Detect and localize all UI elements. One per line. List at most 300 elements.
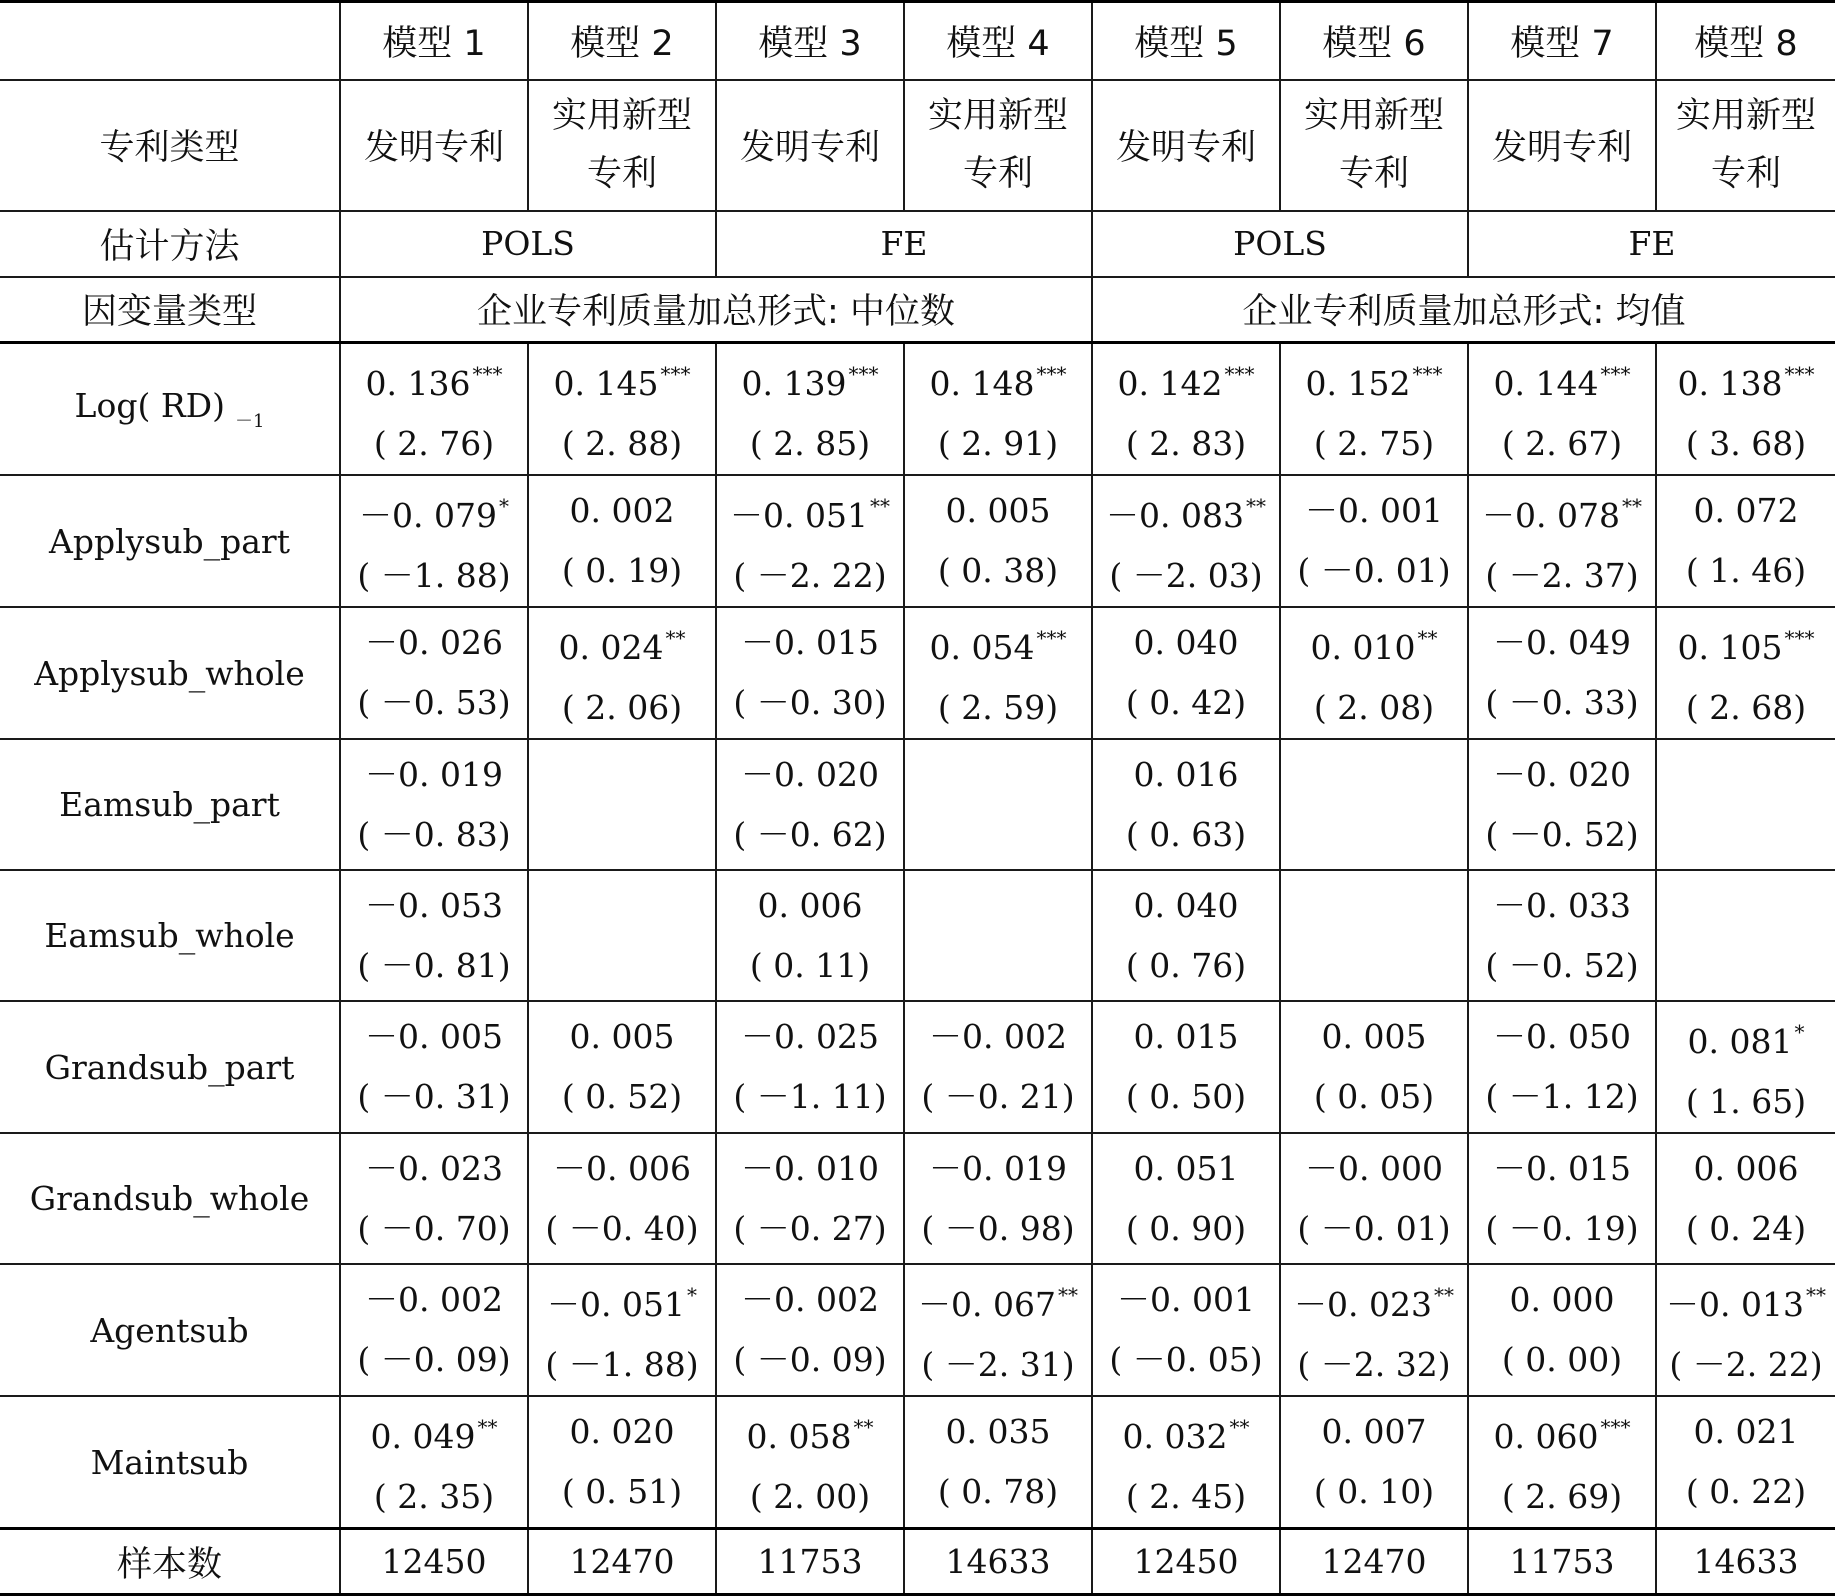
estimate-cell	[1468, 1133, 1656, 1264]
t-statistic: ( 0. 42)	[1125, 683, 1247, 722]
coefficient	[529, 344, 715, 414]
t-statistic: ( －0. 52)	[1485, 945, 1639, 985]
estimate-cell	[1656, 739, 1835, 870]
t-statistic: ( －1. 88)	[545, 1345, 699, 1384]
utility-line2: 专利	[586, 154, 657, 194]
coefficient	[341, 745, 527, 805]
variable-label	[0, 739, 340, 870]
significance-stars: **	[1417, 626, 1438, 650]
variable-row	[0, 870, 1835, 1001]
coefficient-value: 0. 006	[1693, 1148, 1799, 1188]
sample-value: 12450	[340, 1529, 528, 1595]
significance-stars: ***	[848, 362, 879, 386]
coefficient-value: －0. 002	[741, 1280, 879, 1319]
coefficient	[341, 476, 527, 546]
t-statistic: ( 2. 69)	[1501, 1477, 1623, 1516]
estimate-cell	[1092, 739, 1280, 870]
coefficient-value: 0. 007	[1321, 1412, 1427, 1451]
header-row	[0, 2, 1835, 80]
coefficient-value: 0. 005	[1321, 1017, 1427, 1056]
t-statistic: ( －0. 30)	[733, 683, 887, 722]
t-statistic: ( －0. 31)	[357, 1077, 511, 1116]
significance-stars: **	[1057, 1283, 1078, 1307]
coefficient-value: 0. 138	[1677, 364, 1783, 403]
t-statistic: ( 2. 08)	[1313, 688, 1435, 727]
significance-stars: **	[1229, 1415, 1250, 1439]
coefficient	[1469, 1270, 1655, 1330]
t-statistic: ( 0. 50)	[1125, 1077, 1247, 1116]
significance-stars: ***	[1600, 362, 1631, 386]
estimate-cell	[528, 739, 716, 870]
coefficient	[529, 1402, 715, 1462]
coefficient-value: 0. 016	[1133, 754, 1239, 794]
variable-row	[0, 475, 1835, 607]
sample-value: 14633	[1656, 1529, 1835, 1595]
coefficient-value: 0. 144	[1493, 364, 1599, 403]
t-statistic: ( －0. 52)	[1485, 814, 1639, 854]
patent-type-invent: 发明专利	[1092, 80, 1280, 211]
t-statistic: ( －2. 22)	[733, 556, 887, 595]
estimate-cell	[1092, 1396, 1280, 1529]
patent-type-utility	[1656, 80, 1835, 211]
t-statistic: ( －0. 09)	[733, 1340, 887, 1379]
coefficient	[1281, 1139, 1467, 1199]
model-header: 模型 7	[1468, 2, 1656, 80]
model-header: 模型 6	[1280, 2, 1468, 80]
coefficient	[1093, 876, 1279, 936]
sample-value: 11753	[1468, 1529, 1656, 1595]
estimate-cell	[340, 739, 528, 870]
utility-line2: 专利	[1338, 154, 1409, 194]
patent-type-label: 专利类型	[0, 80, 340, 211]
significance-stars: **	[1621, 494, 1642, 518]
significance-stars: ***	[1600, 1415, 1631, 1439]
coefficient-value: 0. 049	[370, 1417, 476, 1456]
coefficient	[1657, 608, 1835, 678]
coefficient-value: 0. 021	[1693, 1412, 1799, 1451]
estimate-cell	[904, 870, 1092, 1001]
coefficient	[1281, 1007, 1467, 1067]
t-statistic: ( －0. 70)	[357, 1208, 511, 1248]
coefficient	[529, 1139, 715, 1199]
t-statistic: ( －2. 03)	[1109, 556, 1263, 595]
method-pols: POLS	[340, 211, 716, 277]
t-statistic: ( －0. 09)	[357, 1340, 511, 1379]
significance-stars: *	[686, 1283, 697, 1307]
coefficient-value: －0. 079	[359, 496, 497, 535]
estimate-cell	[340, 343, 528, 476]
coefficient	[529, 481, 715, 541]
coefficient-value: －0. 020	[1493, 754, 1631, 794]
coefficient	[341, 1270, 527, 1330]
estimate-cell	[716, 1264, 904, 1396]
estimate-cell	[904, 739, 1092, 870]
estimate-cell	[1092, 870, 1280, 1001]
t-statistic: ( －0. 62)	[733, 814, 887, 854]
estimate-cell	[340, 1396, 528, 1529]
coefficient	[905, 344, 1091, 414]
coefficient	[717, 1270, 903, 1330]
coefficient-value: －0. 019	[365, 754, 503, 794]
patent-type-invent: 发明专利	[1468, 80, 1656, 211]
variable-name: Grandsub_whole	[29, 1179, 310, 1218]
coefficient-value: 0. 054	[929, 628, 1035, 667]
coefficient-value: 0. 060	[1493, 1417, 1599, 1456]
estimate-cell	[716, 1001, 904, 1133]
coefficient-value: 0. 040	[1133, 623, 1239, 662]
estimate-cell	[340, 1133, 528, 1264]
coefficient	[341, 1397, 527, 1467]
patent-type-utility	[904, 80, 1092, 211]
method-row	[0, 211, 1835, 277]
coefficient	[1657, 1139, 1835, 1199]
coefficient	[905, 1402, 1091, 1462]
coefficient	[1657, 1402, 1835, 1462]
depvar-row	[0, 277, 1835, 343]
estimate-cell	[528, 1001, 716, 1133]
estimate-cell	[904, 1264, 1092, 1396]
coefficient-value: －0. 002	[929, 1017, 1067, 1056]
estimate-cell	[1656, 607, 1835, 739]
patent-type-row	[0, 80, 1835, 211]
coefficient	[717, 476, 903, 546]
coefficient-value: 0. 145	[553, 364, 659, 403]
t-statistic: ( 2. 35)	[373, 1477, 495, 1516]
coefficient-value: 0. 010	[1310, 628, 1416, 667]
coefficient	[341, 1007, 527, 1067]
coefficient-value: 0. 148	[929, 364, 1035, 403]
coefficient	[1657, 1265, 1835, 1335]
coefficient	[905, 608, 1091, 678]
t-statistic: ( 0. 38)	[937, 551, 1059, 590]
estimate-cell	[1656, 1396, 1835, 1529]
t-statistic: ( 2. 83)	[1125, 424, 1247, 463]
significance-stars: **	[477, 1415, 498, 1439]
variable-label	[0, 343, 340, 476]
coefficient	[341, 344, 527, 414]
coefficient-value: 0. 015	[1133, 1017, 1239, 1056]
coefficient	[1469, 476, 1655, 546]
patent-type-utility	[528, 80, 716, 211]
estimate-cell	[1468, 870, 1656, 1001]
coefficient-value: －0. 001	[1305, 491, 1443, 530]
estimate-cell	[1092, 475, 1280, 607]
coefficient-value: －0. 083	[1106, 496, 1244, 535]
significance-stars: **	[1805, 1283, 1826, 1307]
coefficient-value: 0. 035	[945, 1412, 1051, 1451]
t-statistic: ( －1. 12)	[1485, 1077, 1639, 1116]
t-statistic: ( －1. 88)	[357, 556, 511, 595]
depvar-mean: 企业专利质量加总形式: 均值	[1092, 277, 1835, 343]
coefficient	[1657, 1002, 1835, 1072]
estimate-cell	[528, 1133, 716, 1264]
estimate-cell	[1092, 1001, 1280, 1133]
estimate-cell	[716, 739, 904, 870]
coefficient-value: －0. 023	[1294, 1285, 1432, 1324]
coefficient	[905, 1007, 1091, 1067]
significance-stars: **	[853, 1415, 874, 1439]
estimate-cell	[528, 1396, 716, 1529]
coefficient-value: 0. 020	[569, 1412, 675, 1451]
estimate-cell	[1468, 1396, 1656, 1529]
coefficient-value: －0. 005	[365, 1017, 503, 1056]
t-statistic: ( 0. 22)	[1685, 1472, 1807, 1511]
t-statistic: ( 0. 52)	[561, 1077, 683, 1116]
t-statistic: ( －2. 37)	[1485, 556, 1639, 595]
coefficient-value: 0. 005	[569, 1017, 675, 1056]
coefficient-value: －0. 001	[1117, 1280, 1255, 1319]
estimate-cell	[528, 475, 716, 607]
coefficient-value: 0. 105	[1677, 628, 1783, 667]
coefficient	[717, 344, 903, 414]
coefficient-value: 0. 032	[1122, 1417, 1228, 1456]
coefficient	[1469, 613, 1655, 673]
coefficient	[341, 1139, 527, 1199]
method-fe: FE	[1468, 211, 1835, 277]
variable-row	[0, 739, 1835, 870]
model-header: 模型 8	[1656, 2, 1835, 80]
estimate-cell	[1656, 343, 1835, 476]
coefficient-value: 0. 000	[1509, 1280, 1615, 1319]
t-statistic: ( －0. 53)	[357, 683, 511, 722]
variable-label	[0, 1001, 340, 1133]
model-header: 模型 1	[340, 2, 528, 80]
significance-stars: ***	[1036, 362, 1067, 386]
t-statistic: ( 2. 68)	[1685, 688, 1807, 727]
coefficient-value: 0. 005	[945, 491, 1051, 530]
utility-line1: 实用新型	[927, 96, 1068, 136]
coefficient	[1469, 745, 1655, 805]
variable-name: Maintsub	[90, 1442, 249, 1482]
t-statistic: ( 2. 75)	[1313, 424, 1435, 463]
significance-stars: ***	[660, 362, 691, 386]
t-statistic: ( 0. 05)	[1313, 1077, 1435, 1116]
coefficient-value: 0. 002	[569, 491, 675, 530]
estimate-cell	[1280, 475, 1468, 607]
coefficient-value: －0. 010	[741, 1148, 879, 1188]
coefficient-value: －0. 025	[741, 1017, 879, 1056]
t-statistic: ( 0. 90)	[1125, 1208, 1247, 1248]
coefficient	[1281, 344, 1467, 414]
significance-stars: *	[498, 494, 509, 518]
t-statistic: ( 0. 11)	[749, 945, 871, 985]
variable-label	[0, 475, 340, 607]
t-statistic: ( 2. 85)	[749, 424, 871, 463]
significance-stars: **	[1245, 494, 1266, 518]
coefficient	[1281, 1402, 1467, 1462]
coefficient	[1093, 344, 1279, 414]
estimate-cell	[1468, 343, 1656, 476]
variable-name: Agentsub	[90, 1310, 249, 1350]
variable-label	[0, 870, 340, 1001]
variable-name: Applysub_part	[49, 521, 290, 561]
estimate-cell	[1280, 607, 1468, 739]
estimate-cell	[528, 1264, 716, 1396]
significance-stars: **	[869, 494, 890, 518]
coefficient	[1657, 481, 1835, 541]
estimate-cell	[1092, 1264, 1280, 1396]
coefficient	[717, 613, 903, 673]
coefficient	[1469, 1139, 1655, 1199]
model-header: 模型 2	[528, 2, 716, 80]
coefficient	[341, 876, 527, 936]
t-statistic: ( －0. 01)	[1297, 551, 1451, 590]
variable-row	[0, 1001, 1835, 1133]
coefficient	[905, 1265, 1091, 1335]
utility-line2: 专利	[962, 154, 1033, 194]
t-statistic: ( 2. 45)	[1125, 1477, 1247, 1516]
significance-stars: ***	[1224, 362, 1255, 386]
significance-stars: ***	[472, 362, 503, 386]
coefficient-value: －0. 033	[1493, 885, 1631, 925]
model-header: 模型 4	[904, 2, 1092, 80]
variable-row	[0, 1133, 1835, 1264]
t-statistic: ( －0. 27)	[733, 1208, 887, 1248]
coefficient	[717, 1139, 903, 1199]
estimate-cell	[1468, 475, 1656, 607]
coefficient-value: －0. 020	[741, 754, 879, 794]
coefficient-value: －0. 026	[365, 623, 503, 662]
t-statistic: ( －2. 32)	[1297, 1345, 1451, 1384]
significance-stars: ***	[1784, 362, 1815, 386]
estimate-cell	[340, 1001, 528, 1133]
coefficient	[1093, 476, 1279, 546]
coefficient	[529, 1007, 715, 1067]
coefficient-value: －0. 067	[918, 1285, 1056, 1324]
t-statistic: ( －1. 11)	[733, 1077, 887, 1116]
coefficient	[1093, 1397, 1279, 1467]
estimate-cell	[904, 475, 1092, 607]
estimate-cell	[340, 1264, 528, 1396]
variable-rows	[0, 343, 1835, 1529]
estimate-cell	[1280, 1133, 1468, 1264]
corner-cell	[0, 2, 340, 80]
estimate-cell	[716, 607, 904, 739]
t-statistic: ( 2. 76)	[373, 424, 495, 463]
significance-stars: ***	[1036, 626, 1067, 650]
coefficient	[717, 1007, 903, 1067]
variable-label	[0, 607, 340, 739]
variable-row	[0, 1396, 1835, 1529]
coefficient-value: －0. 000	[1305, 1148, 1443, 1188]
t-statistic: ( 0. 10)	[1313, 1472, 1435, 1511]
estimate-cell	[716, 870, 904, 1001]
coefficient	[1093, 1270, 1279, 1330]
sample-value: 12450	[1092, 1529, 1280, 1595]
t-statistic: ( 0. 76)	[1125, 945, 1247, 985]
coefficient-value: －0. 015	[1493, 1148, 1631, 1188]
significance-stars: **	[665, 626, 686, 650]
t-statistic: ( 2. 00)	[749, 1477, 871, 1516]
significance-stars: **	[1433, 1283, 1454, 1307]
coefficient-value: 0. 081	[1687, 1022, 1793, 1061]
coefficient	[905, 481, 1091, 541]
coefficient	[717, 745, 903, 805]
estimate-cell	[1092, 343, 1280, 476]
coefficient-value: 0. 040	[1133, 885, 1239, 925]
estimate-cell	[904, 1133, 1092, 1264]
t-statistic: ( －0. 01)	[1297, 1208, 1451, 1248]
estimate-cell	[716, 1396, 904, 1529]
estimate-cell	[1656, 1133, 1835, 1264]
t-statistic: ( －0. 40)	[545, 1208, 699, 1248]
significance-stars: ***	[1412, 362, 1443, 386]
coefficient-value: 0. 051	[1133, 1148, 1239, 1188]
estimate-cell	[1468, 739, 1656, 870]
method-label: 估计方法	[0, 211, 340, 277]
coefficient	[1093, 1007, 1279, 1067]
estimate-cell	[1280, 739, 1468, 870]
estimate-cell	[340, 607, 528, 739]
model-header: 模型 3	[716, 2, 904, 80]
patent-type-invent: 发明专利	[340, 80, 528, 211]
estimate-cell	[528, 870, 716, 1001]
estimate-cell	[1656, 870, 1835, 1001]
t-statistic: ( 0. 19)	[561, 551, 683, 590]
significance-stars: ***	[1784, 626, 1815, 650]
method-fe: FE	[716, 211, 1092, 277]
estimate-cell	[716, 475, 904, 607]
coefficient-value: －0. 013	[1666, 1285, 1804, 1324]
patent-type-utility	[1280, 80, 1468, 211]
coefficient	[1281, 481, 1467, 541]
t-statistic: ( －0. 83)	[357, 814, 511, 854]
coefficient-value: 0. 024	[558, 628, 664, 667]
coefficient-value: 0. 152	[1305, 364, 1411, 403]
variable-name: Eamsub_whole	[44, 916, 295, 955]
estimate-cell	[1092, 1133, 1280, 1264]
t-statistic: ( －2. 31)	[921, 1345, 1075, 1384]
t-statistic: ( 0. 51)	[561, 1472, 683, 1511]
variable-name: Log( RD)	[74, 385, 225, 425]
coefficient-value: 0. 058	[746, 1417, 852, 1456]
coefficient-value: 0. 142	[1117, 364, 1223, 403]
t-statistic: ( 2. 88)	[561, 424, 683, 463]
coefficient-value: －0. 051	[547, 1285, 685, 1324]
estimate-cell	[1656, 1264, 1835, 1396]
coefficient	[1281, 608, 1467, 678]
coefficient	[1469, 344, 1655, 414]
coefficient	[529, 608, 715, 678]
variable-name: Grandsub_part	[44, 1047, 295, 1087]
estimate-cell	[904, 1001, 1092, 1133]
estimate-cell	[528, 607, 716, 739]
t-statistic: ( －0. 05)	[1109, 1340, 1263, 1379]
estimate-cell	[340, 870, 528, 1001]
coefficient	[905, 1139, 1091, 1199]
sample-label: 样本数	[0, 1529, 340, 1595]
coefficient-value: －0. 015	[741, 623, 879, 662]
variable-label	[0, 1133, 340, 1264]
method-pols: POLS	[1092, 211, 1468, 277]
coefficient	[1093, 745, 1279, 805]
estimate-cell	[1280, 1396, 1468, 1529]
coefficient-value: －0. 023	[365, 1148, 503, 1188]
sample-row	[0, 1529, 1835, 1595]
variable-name: Applysub_whole	[34, 653, 305, 693]
variable-lag-subscript: －1	[235, 410, 265, 432]
coefficient-value: 0. 072	[1693, 491, 1799, 530]
t-statistic: ( 2. 91)	[937, 424, 1059, 463]
t-statistic: ( 0. 00)	[1501, 1340, 1623, 1379]
depvar-median: 企业专利质量加总形式: 中位数	[340, 277, 1092, 343]
coefficient-value: 0. 006	[757, 885, 863, 925]
estimate-cell	[904, 607, 1092, 739]
estimate-cell	[1280, 870, 1468, 1001]
coefficient-value: 0. 136	[365, 364, 471, 403]
t-statistic: ( 3. 68)	[1685, 424, 1807, 463]
estimate-cell	[904, 343, 1092, 476]
